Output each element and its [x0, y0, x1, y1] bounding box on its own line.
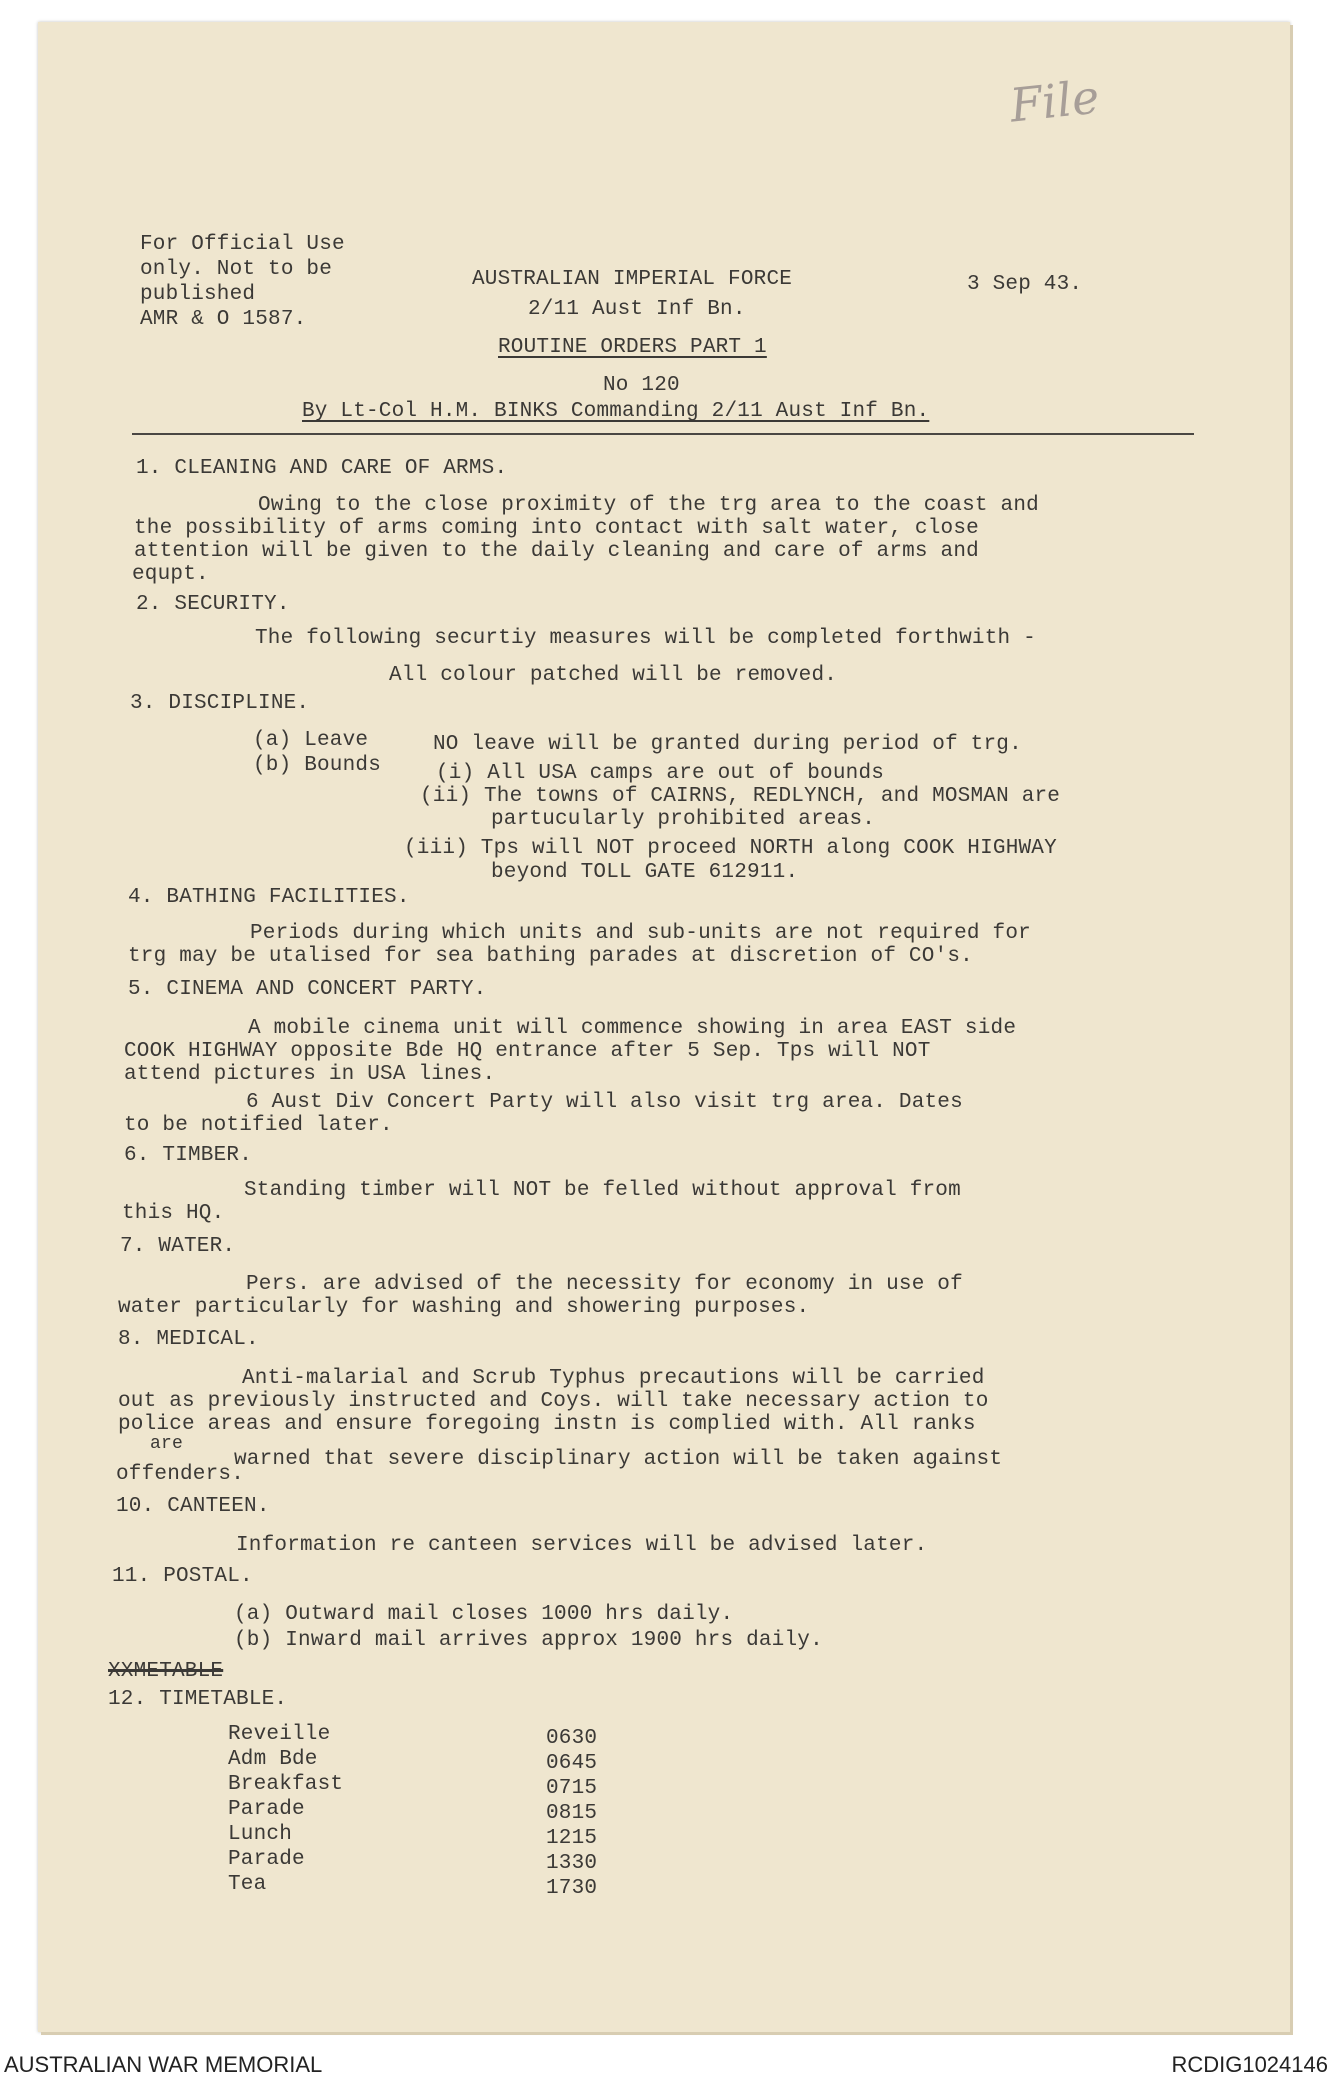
bounds-item-iii-cont: beyond TOLL GATE 612911. — [491, 861, 799, 884]
section-5-heading: 5. CINEMA AND CONCERT PARTY. — [128, 978, 487, 1001]
section-1-line: Owing to the close proximity of the trg area to the coast and — [258, 494, 1039, 517]
bounds-item-i: (i) All USA camps are out of bounds — [436, 762, 885, 785]
pencil-annotation: File — [1007, 69, 1102, 133]
section-5-line: A mobile cinema unit will commence showing in area EAST side — [248, 1017, 1017, 1040]
restriction-line-1: For Official Use — [140, 233, 345, 256]
restriction-line-2: only. Not to be — [140, 258, 333, 281]
section-8-insert: are — [150, 1434, 184, 1454]
section-8-line: police areas and ensure foregoing instn is complied with. All ranks — [118, 1413, 976, 1436]
bounds-label: (b) Bounds — [253, 754, 382, 777]
section-8-line: warned that severe disciplinary action will be taken against — [234, 1448, 1003, 1471]
footer-publisher: AUSTRALIAN WAR MEMORIAL — [4, 2052, 323, 2077]
header-divider — [132, 433, 1194, 435]
bounds-item-ii-cont: partucularly prohibited areas. — [491, 808, 876, 831]
title-orders: ROUTINE ORDERS PART 1 — [498, 336, 767, 359]
postal-inward: (b) Inward mail arrives approx 1900 hrs daily. — [234, 1629, 823, 1652]
timetable-time: 1730 — [546, 1877, 598, 1900]
section-6-line: Standing timber will NOT be felled without approval from — [244, 1179, 961, 1202]
section-1-heading: 1. CLEANING AND CARE OF ARMS. — [136, 457, 508, 480]
timetable-time: 0715 — [546, 1777, 598, 1800]
timetable-event: Adm Bde — [228, 1748, 318, 1771]
timetable-time: 0630 — [546, 1727, 598, 1750]
section-5-line: 6 Aust Div Concert Party will also visit trg area. Dates — [246, 1091, 963, 1114]
section-1-line: equpt. — [132, 563, 209, 586]
order-number: No 120 — [603, 374, 680, 397]
order-date: 3 Sep 43. — [967, 273, 1083, 296]
timetable-event: Parade — [228, 1848, 305, 1871]
footer-reference: RCDIG1024146 — [1171, 2052, 1328, 2077]
restriction-line-4: AMR & O 1587. — [140, 308, 307, 331]
timetable-time: 1330 — [546, 1852, 598, 1875]
section-8-heading: 8. MEDICAL. — [118, 1328, 259, 1351]
section-3-heading: 3. DISCIPLINE. — [130, 692, 310, 715]
restriction-line-3: published — [140, 283, 256, 306]
section-1-line: attention will be given to the daily cleaning and care of arms and — [134, 540, 979, 563]
section-5-line: to be notified later. — [124, 1114, 393, 1137]
section-1-line: the possibility of arms coming into contact with salt water, close — [134, 517, 979, 540]
section-7-line: water particularly for washing and showering purposes. — [118, 1296, 810, 1319]
postal-outward: (a) Outward mail closes 1000 hrs daily. — [234, 1603, 734, 1626]
bounds-item-iii: (iii) Tps will NOT proceed NORTH along COOK HIGHWAY — [404, 837, 1057, 860]
timetable-event: Parade — [228, 1798, 305, 1821]
section-6-heading: 6. TIMBER. — [124, 1144, 253, 1167]
timetable-time: 1215 — [546, 1827, 598, 1850]
section-4-heading: 4. BATHING FACILITIES. — [128, 886, 410, 909]
timetable-event: Breakfast — [228, 1773, 344, 1796]
timetable-event: Tea — [228, 1873, 267, 1896]
section-8-line: offenders. — [116, 1463, 245, 1486]
title-unit: 2/11 Aust Inf Bn. — [528, 298, 746, 321]
section-10-line: Information re canteen services will be advised later. — [236, 1534, 928, 1557]
title-force: AUSTRALIAN IMPERIAL FORCE — [472, 268, 793, 291]
section-6-line: this HQ. — [122, 1202, 225, 1225]
timetable-event: Reveille — [228, 1723, 331, 1746]
section-8-line: Anti-malarial and Scrub Typhus precautions will be carried — [242, 1367, 985, 1390]
section-12-heading: 12. TIMETABLE. — [108, 1688, 288, 1711]
section-4-line: Periods during which units and sub-units are not required for — [250, 922, 1031, 945]
section-2-heading: 2. SECURITY. — [136, 593, 290, 616]
timetable-time: 0645 — [546, 1752, 598, 1775]
leave-label: (a) Leave — [253, 729, 369, 752]
section-11-heading: 11. POSTAL. — [112, 1565, 253, 1588]
section-2-line: All colour patched will be removed. — [389, 664, 838, 687]
bounds-item-ii: (ii) The towns of CAIRNS, REDLYNCH, and MOSMAN are — [420, 785, 1061, 808]
struck-word: XXMETABLE — [108, 1660, 224, 1683]
section-2-line: The following securtiy measures will be completed forthwith - — [255, 627, 1036, 650]
section-5-line: attend pictures in USA lines. — [124, 1063, 496, 1086]
timetable-event: Lunch — [228, 1823, 293, 1846]
section-4-line: trg may be utalised for sea bathing parades at discretion of CO's. — [128, 945, 973, 968]
section-5-line: COOK HIGHWAY opposite Bde HQ entrance after 5 Sep. Tps will NOT — [124, 1040, 931, 1063]
leave-text: NO leave will be granted during period of trg. — [433, 733, 1022, 756]
section-10-heading: 10. CANTEEN. — [116, 1495, 270, 1518]
section-7-line: Pers. are advised of the necessity for economy in use of — [246, 1273, 963, 1296]
section-8-line: out as previously instructed and Coys. will take necessary action to — [118, 1390, 989, 1413]
section-7-heading: 7. WATER. — [120, 1235, 236, 1258]
timetable-time: 0815 — [546, 1802, 598, 1825]
commanding-officer-line: By Lt-Col H.M. BINKS Commanding 2/11 Aust Inf Bn. — [302, 400, 930, 423]
